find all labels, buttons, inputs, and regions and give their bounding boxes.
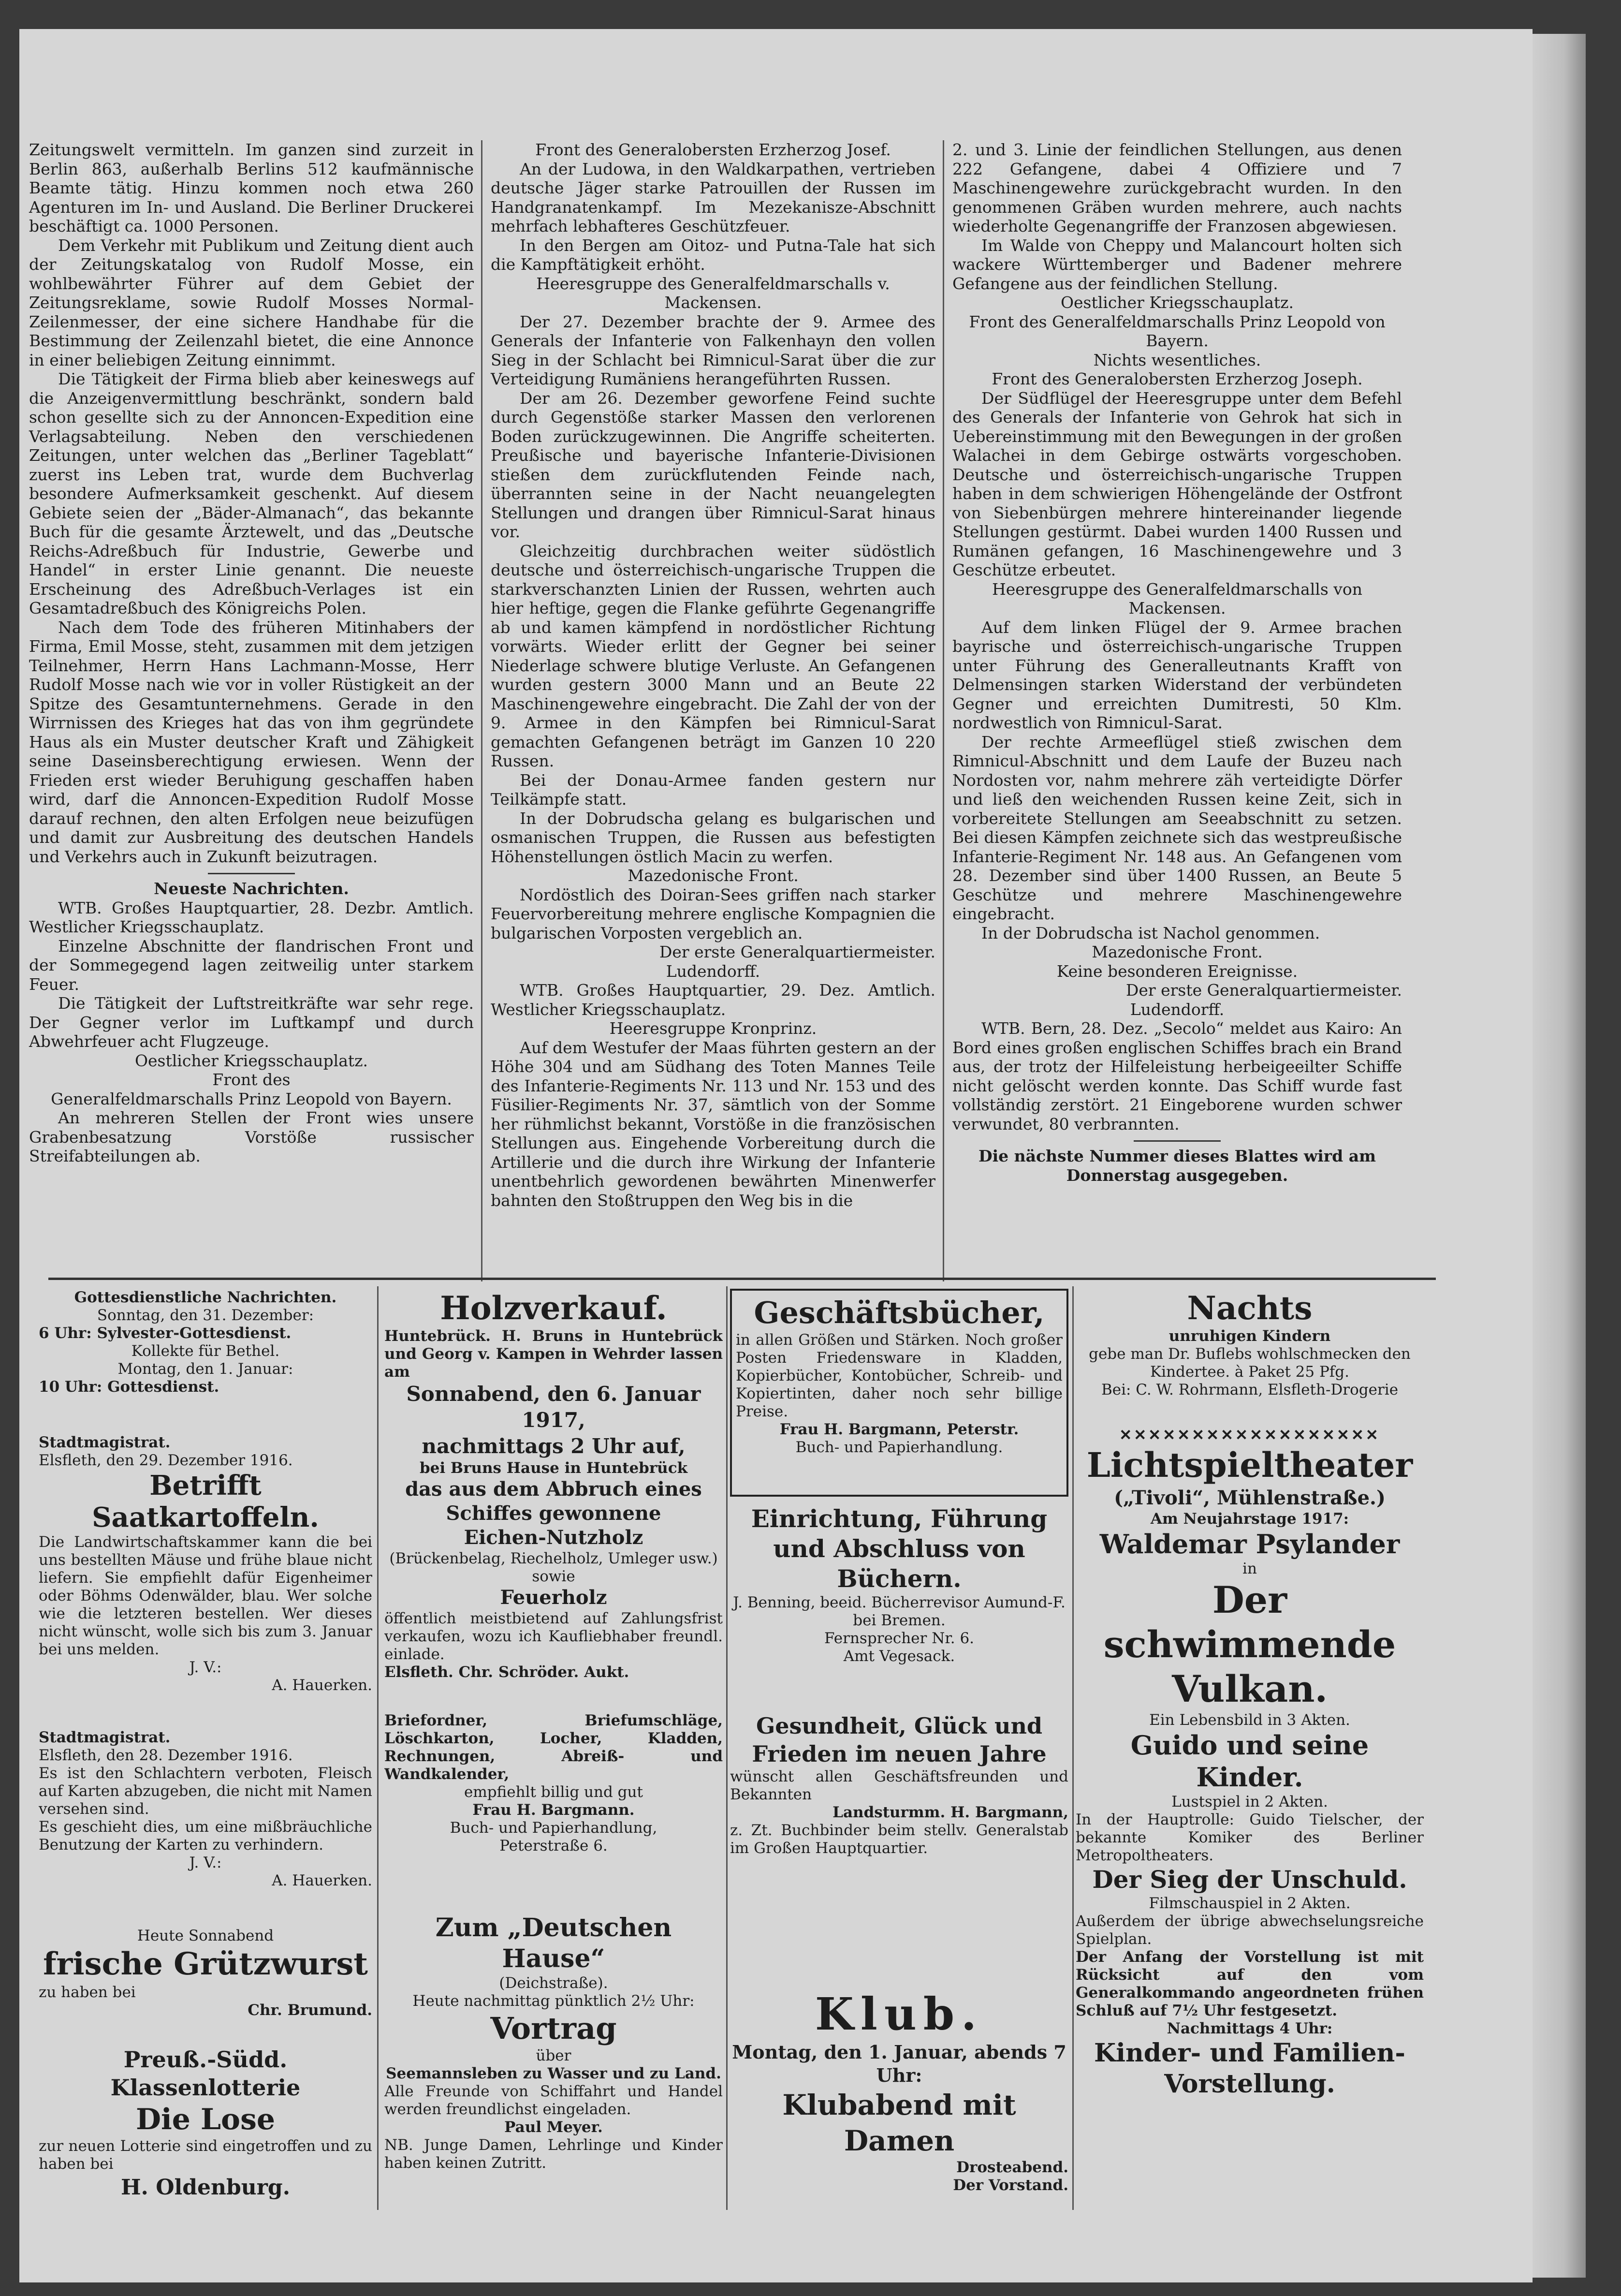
ad-text: Der Anfang der Vorstellung ist mit Rücksicht auf den vom Generalkommando angeordneten frühen Schluß auf 7½ Uhr festgesetzt. (1076, 1948, 1424, 2019)
paragraph: In der Dobrudscha gelang es bulgarischen und osmanischen Truppen, die Russen aus befestigten Höhenstellungen östlich Macin zu werfen. (491, 809, 935, 866)
ad-line: Eichen-Nutzholz (464, 1526, 643, 1549)
ad-lotterie (39, 2046, 372, 2210)
ad-heading: Einrichtung, Führung und Abschluss von Büchern. (751, 1504, 1048, 1593)
ad-klub (730, 1987, 1068, 2210)
subheading: Generalfeldmarschalls Prinz Leopold von Bayern. (51, 1089, 452, 1108)
ad-text: in allen Größen und Stärken. Noch großer Posten Friedensware in Kladden, Kopierbücher, Kontobücher, Schreib- und Kopiertinten, daher noch sehr billige Preise. (736, 1331, 1063, 1420)
ad-line: Drosteabend. (956, 2159, 1068, 2176)
column-rule (481, 140, 482, 1281)
ad-line: in (1242, 1560, 1257, 1577)
ad-line: Filmschauspiel in 2 Akten. (1149, 1895, 1351, 1912)
subheading: Front des Generalobersten Erzherzog Josef. (535, 140, 891, 159)
ad-title: Gottesdienstliche Nachrichten. (74, 1289, 337, 1306)
column-3 (952, 140, 1402, 1185)
ad-heading: Guido und seine Kinder. (1130, 1730, 1369, 1793)
ad-heading: Der Sieg der Unschuld. (1092, 1865, 1407, 1894)
ad-gruetzwurst (39, 1927, 372, 2038)
ad-text: zur neuen Lotterie sind eingetroffen und zu haben bei (39, 2137, 372, 2173)
ad-line: Seemannsleben zu Wasser und zu Land. (386, 2065, 721, 2082)
paragraph: WTB. Bern, 28. Dez. „Secolo“ meldet aus Kairo: An Bord eines großen englischen Schiffes brach ein Brand aus, der trotz der Hilfeleistung herbeigeeilter Schiffe nicht gelöscht werden konnte. Das Schiff wurde fast vollständig zerstört. 21 Eingeborene wurden schwer verwundet, 80 verbrannten. (952, 1019, 1402, 1133)
paragraph: Zeitungswelt vermitteln. Im ganzen sind zurzeit in Berlin 863, außerhalb Berlins 512 kaufmännische Beamte tätig. Hinzu kommen noch etwa 260 Agenturen im In- und Ausland. Die Berliner Druckerei beschäftigt ca. 1000 Personen. (29, 140, 474, 235)
ad-line: nachmittags 2 Uhr auf, (422, 1434, 686, 1458)
ad-text: Die Landwirtschaftskammer kann die bei uns bestellten Mäuse und frühe blaue nicht liefern. Sie empfiehlt dafür Eigenheimer oder Böhms Odenwälder, blau. Wer solche wie die letzteren bestellen. Wer dieses nicht wünscht, wolle sich bis zum 3. Januar bei uns melden. (39, 1533, 372, 1658)
subheading: Mazedonische Front. (1092, 942, 1263, 961)
ad-heading: frische Grützwurst (43, 1946, 368, 1982)
ad-heading: Preuß.-Südd. Klassenlotterie (110, 2046, 301, 2101)
ad-line: Montag, den 1. Januar: (117, 1360, 293, 1378)
ad-nachts-kindertee (1076, 1289, 1424, 1419)
ad-line: Feuerholz (500, 1586, 607, 1609)
ad-line: (Brückenbelag, Riechelholz, Umleger usw.) sowie (389, 1550, 718, 1585)
ad-signature: Elsfleth. Chr. Schröder. Aukt. (384, 1663, 629, 1681)
ad-lichtspieltheater (1076, 1427, 1424, 2210)
subheading: Front des Generalfeldmarschalls Prinz Leopold von Bayern. (969, 312, 1386, 350)
paragraph: 2. und 3. Linie der feindlichen Stellungen, aus denen 222 Gefangene, dabei 4 Offiziere und 7 Maschinengewehre zurückgebracht wurden. In den genommenen Gräben wurden mehrere, auch nachts wiederholte Gegenangriffe der Franzosen abgewiesen. (952, 140, 1402, 235)
ad-heading: Nachts (1187, 1289, 1313, 1327)
divider (1134, 1140, 1221, 1142)
ad-text: z. Zt. Buchbinder beim stellv. Generalstab im Großen Hauptquartier. (730, 1822, 1068, 1857)
ad-rule (726, 1286, 728, 2210)
paragraph: In der Dobrudscha ist Nachol genommen. (981, 923, 1320, 942)
section-rule (48, 1278, 1436, 1280)
paragraph: WTB. Großes Hauptquartier, 29. Dez. Amtlich. Westlicher Kriegsschauplatz. (491, 981, 935, 1019)
notice: Die nächste Nummer dieses Blattes wird am Donnerstag ausgegeben. (978, 1147, 1376, 1185)
paragraph: Bei der Donau-Armee fanden gestern nur Teilkämpfe statt. (491, 770, 935, 809)
ad-text: Es ist den Schlachtern verboten, Fleisch auf Karten abzugeben, die nicht mit Namen versehen sind. (39, 1765, 372, 1818)
subheading: Heeresgruppe des Generalfeldmarschalls v. Mackensen. (536, 274, 890, 312)
ad-stadtmagistrat-1 (39, 1434, 372, 1724)
ad-line: J. V.: (189, 1659, 222, 1676)
ad-heading: Vortrag (490, 2011, 617, 2046)
ad-line: bei Bruns Hause in Huntebrück (419, 1459, 688, 1477)
subheading: Keine besonderen Ereignisse. (1056, 961, 1298, 981)
paragraph: WTB. Großes Hauptquartier, 28. Dezbr. Amtlich. Westlicher Kriegsschauplatz. (29, 898, 474, 936)
paragraph: Der Südflügel der Heeresgruppe unter dem Befehl des Generals der Infanterie von Gehrok hat sich in Uebereinstimmung mit den Bewegungen in der großen Walachei in dem Gebirge ostwärts vorgeschoben. Deutsche und österreichisch-ungarische Truppen haben in dem schwierigen Höhengelände der Ostfront von Siebenbürgen mehrere hintereinander liegende Stellungen gestürmt. Dabei wurden 1400 Russen und Rumänen gefangen, 16 Maschinengewehre und 3 Geschütze erbeutet. (952, 388, 1402, 579)
signature: Ludendorff. (1130, 1000, 1225, 1019)
ad-rule (377, 1286, 379, 2210)
ad-heading: Holzverkauf. (440, 1289, 667, 1327)
ad-holzverkauf (384, 1289, 723, 1705)
ad-heading: Lichtspieltheater (1086, 1445, 1413, 1485)
paragraph: Dem Verkehr mit Publikum und Zeitung dient auch der Zeitungskatalog von Rudolf Mosse, ein wohlbewährter Führer auf dem Gebiet der Zeitungsreklame, sowie Rudolf Mosses Normal-Zeilenmesser, der eine sichere Handhabe für die Bestimmung der Zeilenzahl bietet, die eine Annonce in einer beliebigen Zeitung einnimmt. (29, 235, 474, 369)
subheading: Front des (212, 1070, 291, 1089)
ad-heading: Die Lose (135, 2103, 276, 2136)
ad-line: Landsturmm. H. Bargmann, (832, 1804, 1068, 1821)
paragraph: An mehreren Stellen der Front wies unsere Grabenbesatzung Vorstöße russischer Streifabteilungen ab. (29, 1108, 474, 1165)
ad-line: Elsfleth, den 29. Dezember 1916. (39, 1452, 293, 1469)
ad-line: Montag, den 1. Januar, abends 7 Uhr: (732, 2041, 1066, 2086)
ad-heading: Gesundheit, Glück und Frieden im neuen Jahre (752, 1713, 1047, 1767)
ad-heading: Klub. (815, 1988, 984, 2040)
paragraph: Gleichzeitig durchbrachen weiter südöstlich deutsche und österreichisch-ungarische Truppen die starkverschanzten Linien der Russen, wehrten auch hier heftige, gegen die Flanke geführte Gegenangriffe ab und kamen kämpfend in nordöstlicher Richtung vorwärts. Wieder erlitt der Gegner bei seiner Niederlage schwere blutige Verluste. An Gefangenen wurden gestern 3000 Mann und an Beute 22 Maschinengewehre eingebracht. Die Zahl der von der 9. Armee in den Kämpfen bei Rimnicul-Sarat gemachten Gefangenen beträgt im Ganzen 10 220 Russen. (491, 541, 935, 770)
paragraph: An der Ludowa, in den Waldkarpathen, vertrieben deutsche Jäger starke Patrouillen der Russen im Handgranatenkampf. Im Mezekanisze-Abschnitt mehrfach lebhafteres Geschützfeuer. (491, 159, 935, 235)
ad-line: Bei: C. W. Rohrmann, Elsfleth-Drogerie (1101, 1381, 1399, 1398)
ad-text: Briefordner, Briefumschläge, Löschkarton, Locher, Kladden, Rechnungen, Abreiß- und Wandkalender, (384, 1712, 723, 1783)
paragraph: Der 27. Dezember brachte der 9. Armee des Generals der Infanterie von Falkenhayn den vollen Sieg in der Schlacht bei Rimnicul-Sarat über die zur Verteidigung Rumäniens herangeführten Russen. (491, 312, 935, 388)
ad-line: empfiehlt billig und gut (464, 1783, 643, 1801)
subheading: Front des Generalobersten Erzherzog Joseph. (992, 369, 1363, 388)
ad-heading: Kinder- und Familien-Vorstellung. (1094, 2038, 1405, 2099)
paragraph: Auf dem linken Flügel der 9. Armee brachen bayrische und österreichisch-ungarische Truppen unter Führung des Generalleutnants Krafft von Delmensingen starken Widerstand der verbündeten Gegner und erreichten Dumitresti, 50 Klm. nordwestlich von Rimnicul-Sarat. (952, 618, 1402, 732)
newspaper-page (19, 29, 1533, 2282)
ad-text: gebe man Dr. Buflebs wohlschmecken den Kindertee. à Paket 25 Pfg. (1089, 1345, 1411, 1381)
page-edge (1533, 34, 1586, 2278)
paragraph: Der rechte Armeeflügel stieß zwischen dem Rimnicul-Abschnitt und dem Laufe der Buzeu nach Nordosten vor, nahm mehrere zäh verteidigte Dörfer und ließ den weichenden Russen keine Zeit, sich in vorbereitete Stellungen am Seeabschnitt zu setzen. Bei diesen Kämpfen zeichnete sich das westpreußische Infanterie-Regiment Nr. 148 aus. An Gefangenen vom 28. Dezember sind über 1400 Russen, an Beute 5 Geschütze und mehrere Maschinengewehre eingebracht. (952, 732, 1402, 923)
ad-signature: Paul Meyer. (504, 2119, 603, 2136)
ad-line: zu haben bei (39, 1984, 136, 2001)
ad-line: Kollekte für Bethel. (131, 1342, 280, 1360)
ad-briefordner (384, 1712, 723, 1905)
signature: Der erste Generalquartiermeister. (1125, 981, 1402, 1000)
ad-line: Fernsprecher Nr. 6. (824, 1630, 975, 1647)
ad-stadtmagistrat-2 (39, 1729, 372, 1922)
paragraph: Einzelne Abschnitte der flandrischen Front und der Sommegegend lagen zeitweilig unter starkem Feuer. (29, 936, 474, 994)
ad-line: J. Benning, beeid. Bücherrevisor Aumund-F. bei Bremen. (733, 1594, 1066, 1629)
ad-signature: A. Hauerken. (272, 1677, 372, 1694)
column-1 (29, 140, 474, 1166)
ad-line: Elsfleth, den 28. Dezember 1916. (39, 1747, 293, 1764)
ad-line: über (536, 2047, 571, 2064)
ad-gottesdienst (39, 1289, 372, 1429)
paragraph: Der am 26. Dezember geworfene Feind suchte durch Gegenstöße starker Massen den verlorenen Boden zurückzugewinnen. Die Angriffe scheiterten. Preußische und bayerische Infanterie-Divisionen stießen dem zurückflutenden Feinde nach, überrannten seine in der Nacht neuangelegten Stellungen und drangen über Rimnicul-Sarat hinaus vor. (491, 388, 935, 541)
ad-heading: Klubabend mit Damen (782, 2089, 1016, 2157)
paragraph: Im Walde von Cheppy und Malancourt holten sich wackere Württemberger und Badener mehrere Gefangene aus der feindlichen Stellung. (952, 235, 1402, 293)
ad-signature: Chr. Brumund. (248, 2002, 372, 2019)
signature: Ludendorff. (666, 961, 760, 981)
ad-line: (Deichstraße). (499, 1974, 608, 1992)
ad-rule (1072, 1286, 1074, 2210)
ad-signature: A. Hauerken. (272, 1872, 372, 1889)
ad-text: wünscht allen Geschäftsfreunden und Bekannten (730, 1768, 1068, 1803)
ad-title: Stadtmagistrat. (39, 1729, 171, 1746)
paragraph: Nordöstlich des Doiran-Sees griffen nach starker Feuervorbereitung mehrere englische Kompagnien die bulgarischen Vorposten vergeblich an. (491, 885, 935, 942)
ad-signature: Der Vorstand. (953, 2177, 1068, 2194)
ad-line: Frau H. Bargmann. (472, 1801, 635, 1819)
ad-line: Ein Lebensbild in 3 Akten. (1149, 1711, 1350, 1729)
ad-line: Heute Sonnabend (137, 1927, 274, 1944)
column-rule (943, 140, 944, 1281)
paragraph: Die Tätigkeit der Luftstreitkräfte war sehr rege. Der Gegner verlor im Luftkampf und durch Abwehrfeuer acht Flugzeuge. (29, 994, 474, 1051)
ad-heading: Geschäftsbücher, (754, 1295, 1045, 1330)
ad-signature: H. Oldenburg. (120, 2175, 291, 2200)
subheading: Nichts wesentliches. (1093, 350, 1261, 369)
ad-line: Heute nachmittag pünktlich 2½ Uhr: (412, 1992, 695, 2010)
ad-line: Nachmittags 4 Uhr: (1167, 2020, 1333, 2037)
ad-text: Außerdem der übrige abwechselungsreiche Spielplan. (1076, 1913, 1424, 1948)
ad-text: In der Hauptrolle: Guido Tielscher, der bekannte Komiker des Berliner Metropoltheaters. (1076, 1811, 1424, 1864)
ad-line: Amt Vegesack. (843, 1648, 955, 1665)
divider (208, 873, 295, 874)
paragraph: Nach dem Tode des früheren Mitinhabers der Firma, Emil Mosse, steht, zusammen mit dem jetzigen Teilnehmer, Herrn Hans Lachmann-Mosse, Herr Rudolf Mosse nach wie vor in voller Rüstigkeit an der Spitze des Gesamtunternehmens. Gerade in den Wirrnissen des Krieges hat das von ihm gegründete Haus als ein Muster deutscher Kraft und Zähigkeit seine Daseinsberechtigung erwiesen. Wenn der Frieden erst wieder Beruhigung geschaffen haben wird, darf die Annoncen-Expedition Rudolf Mosse darauf rechnen, den alten Erfolgen neue beizufügen und damit zur Ausbreitung des deutschen Handels und Verkehrs auch in Zukunft beizutragen. (29, 618, 474, 866)
subheading: Oestlicher Kriegsschauplatz. (1060, 293, 1294, 312)
ad-heading: Waldemar Psylander (1099, 1529, 1400, 1560)
ad-text: Es geschieht dies, um eine mißbräuchliche Benutzung der Karten zu verhindern. (39, 1818, 372, 1854)
section-heading: Neueste Nachrichten. (154, 879, 349, 898)
ad-line: Buch- und Papierhandlung. (795, 1439, 1003, 1456)
ad-line: das aus dem Abbruch eines Schiffes gewonnene (405, 1478, 702, 1525)
ad-text: NB. Junge Damen, Lehrlinge und Kinder haben keinen Zutritt. (384, 2136, 723, 2172)
subheading: Heeresgruppe Kronprinz. (609, 1019, 817, 1038)
ad-line: Peterstraße 6. (499, 1837, 608, 1854)
ad-line: Lustspiel in 2 Akten. (1171, 1793, 1328, 1810)
ad-text: öffentlich meistbietend auf Zahlungsfrist verkaufen, wozu ich Kaufliebhaber freundl. einlade. (384, 1610, 723, 1663)
ad-line: Am Neujahrstage 1917: (1150, 1510, 1349, 1528)
subheading: Oestlicher Kriegsschauplatz. (134, 1051, 368, 1070)
ad-neujahr (730, 1712, 1068, 1983)
subheading: Heeresgruppe des Generalfeldmarschalls von Mackensen. (992, 579, 1363, 618)
decorative-border: ✕✕✕✕✕✕✕✕✕✕✕✕✕✕✕✕✕✕ (1119, 1427, 1380, 1444)
ad-line: J. V.: (189, 1854, 222, 1871)
paragraph: Auf dem Westufer der Maas führten gestern an der Höhe 304 und am Südhang des Toten Mannes Teile des Infanterie-Regiments Nr. 113 und Nr. 153 und des Füsilier-Regiments Nr. 37, sämtlich von der Somme her rühmlichst bekannt, Vorstöße in die französischen Stellungen aus. Eingehende Vorbereitung durch die Artillerie und die durch ihre Wirkung der Infanterie unentbehrlich gewordenen bewährten Minenwerfer bahnten den Stoßtruppen den Weg bis in die (491, 1038, 935, 1210)
subheading: Mazedonische Front. (628, 866, 799, 885)
ad-line: Frau H. Bargmann, Peterstr. (779, 1421, 1019, 1438)
ad-line: („Tivoli“, Mühlenstraße.) (1114, 1487, 1386, 1509)
ad-line: 6 Uhr: Sylvester-Gottesdienst. (39, 1325, 292, 1342)
ad-line: Sonntag, den 31. Dezember: (97, 1307, 314, 1324)
column-2 (491, 140, 935, 1210)
ad-text: Huntebrück. H. Bruns in Huntebrück und Georg v. Kampen in Wehrder lassen am (384, 1327, 723, 1381)
ad-text: Alle Freunde von Schiffahrt und Handel werden freundlichst eingeladen. (384, 2083, 723, 2118)
paragraph: Die Tätigkeit der Firma blieb aber keineswegs auf die Anzeigenvermittlung beschränkt, sondern bald schon gesellte sich zu der Annoncen-Expedition eine Verlagsabteilung. Neben den verschiedenen Zeitungen, unter welchen das „Berliner Tageblatt“ zuerst ins Leben trat, wurde dem Buchverlag besondere Aufmerksamkeit geschenkt. Auf diesem Gebiete seien der „Bäder-Almanach“, das bekannte Buch für die gesamte Ärztewelt, und das „Deutsche Reichs-Adreßbuch für Industrie, Gewerbe und Handel“ in erster Linie genannt. Die neueste Erscheinung des Adreßbuch-Verlages ist ein Gesamtadreßbuch des Königreichs Polen. (29, 369, 474, 618)
ad-title: Stadtmagistrat. (39, 1434, 171, 1451)
ad-line: 10 Uhr: Gottesdienst. (39, 1378, 219, 1396)
ad-heading: Betrifft Saatkartoffeln. (92, 1470, 319, 1533)
signature: Der erste Generalquartiermeister. (659, 942, 935, 961)
ad-line: Sonnabend, den 6. Januar 1917, (406, 1382, 701, 1432)
ad-heading: Der schwimmende Vulkan. (1103, 1578, 1396, 1710)
ad-einrichtung (730, 1504, 1068, 1707)
paragraph: In den Bergen am Oitoz- und Putna-Tale hat sich die Kampftätigkeit erhöht. (491, 235, 935, 274)
ad-line: Buch- und Papierhandlung, (450, 1819, 657, 1837)
ad-deutsches-haus (384, 1913, 723, 2208)
ad-line: unruhigen Kindern (1168, 1327, 1331, 1345)
ad-geschaeftsbuecher (730, 1289, 1068, 1497)
ad-heading: Zum „Deutschen Hause“ (435, 1913, 672, 1973)
